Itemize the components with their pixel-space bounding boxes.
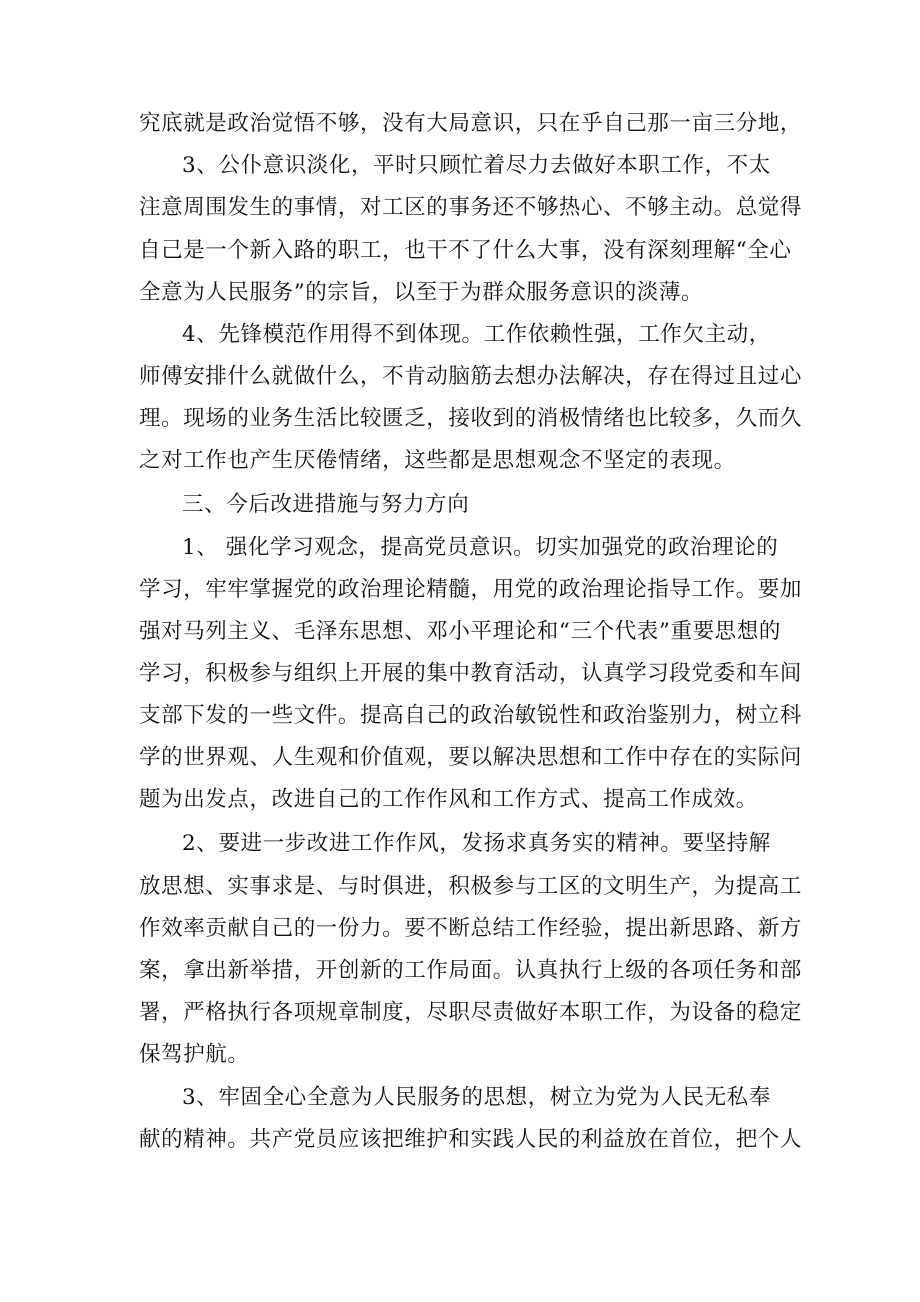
text-line: 学的世界观、人生观和价值观，要以解决思想和工作中存在的实际问 [139, 745, 803, 770]
text-line: 究底就是政治觉悟不够，没有大局意识，只在乎自己那一亩三分地， [139, 111, 803, 136]
text-line: 强对马列主义、毛泽东思想、邓小平理论和“三个代表”重要思想的 [139, 619, 781, 644]
text-line: 3、牢固全心全意为人民服务的思想，树立为党为人民无私奉 [182, 1085, 771, 1110]
text-line: 理。现场的业务生活比较匮乏，接收到的消极情绪也比较多，久而久 [139, 406, 803, 431]
text-line: 献的精神。共产党员应该把维护和实践人民的利益放在首位，把个人 [139, 1127, 803, 1152]
text-line: 署，严格执行各项规章制度，尽职尽责做好本职工作，为设备的稳定 [139, 1000, 803, 1025]
text-line: 注意周围发生的事情，对工区的事务还不够热心、不够主动。总觉得 [139, 195, 803, 220]
text-line: 全意为人民服务”的宗旨，以至于为群众服务意识的淡薄。 [139, 280, 704, 305]
text-line: 师傅安排什么就做什么，不肯动脑筋去想办法解决，存在得过且过心 [139, 364, 803, 389]
text-line: 放思想、实事求是、与时俱进，积极参与工区的文明生产，为提高工 [139, 874, 803, 899]
text-line: 之对工作也产生厌倦情绪，这些都是思想观念不坚定的表现。 [139, 448, 736, 473]
text-line: 3、公仆意识淡化，平时只顾忙着尽力去做好本职工作，不太 [182, 153, 771, 178]
text-line: 自己是一个新入路的职工，也干不了什么大事，没有深刻理解“全心 [139, 238, 792, 263]
text-line: 保驾护航。 [139, 1042, 250, 1067]
text-line: 2、要进一步改进工作作风，发扬求真务实的精神。要坚持解 [182, 831, 771, 856]
section-heading: 三、今后改进措施与努力方向 [182, 492, 470, 517]
text-line: 学习，牢牢掌握党的政治理论精髓，用党的政治理论指导工作。要加 [139, 577, 803, 602]
text-line: 1、 强化学习观念，提高党员意识。切实加强党的政治理论的 [182, 535, 779, 560]
text-line: 学习，积极参与组织上开展的集中教育活动，认真学习段党委和车间 [139, 661, 803, 686]
text-line: 4、先锋模范作用得不到体现。工作依赖性强，工作欠主动， [182, 322, 771, 347]
text-line: 作效率贡献自己的一份力。要不断总结工作经验，提出新思路、新方 [139, 916, 803, 941]
text-line: 支部下发的一些文件。提高自己的政治敏锐性和政治鉴别力，树立科 [139, 703, 803, 728]
text-line: 案，拿出新举措，开创新的工作局面。认真执行上级的各项任务和部 [139, 958, 803, 983]
text-line: 题为出发点，改进自己的工作作风和工作方式、提高工作成效。 [139, 787, 758, 812]
